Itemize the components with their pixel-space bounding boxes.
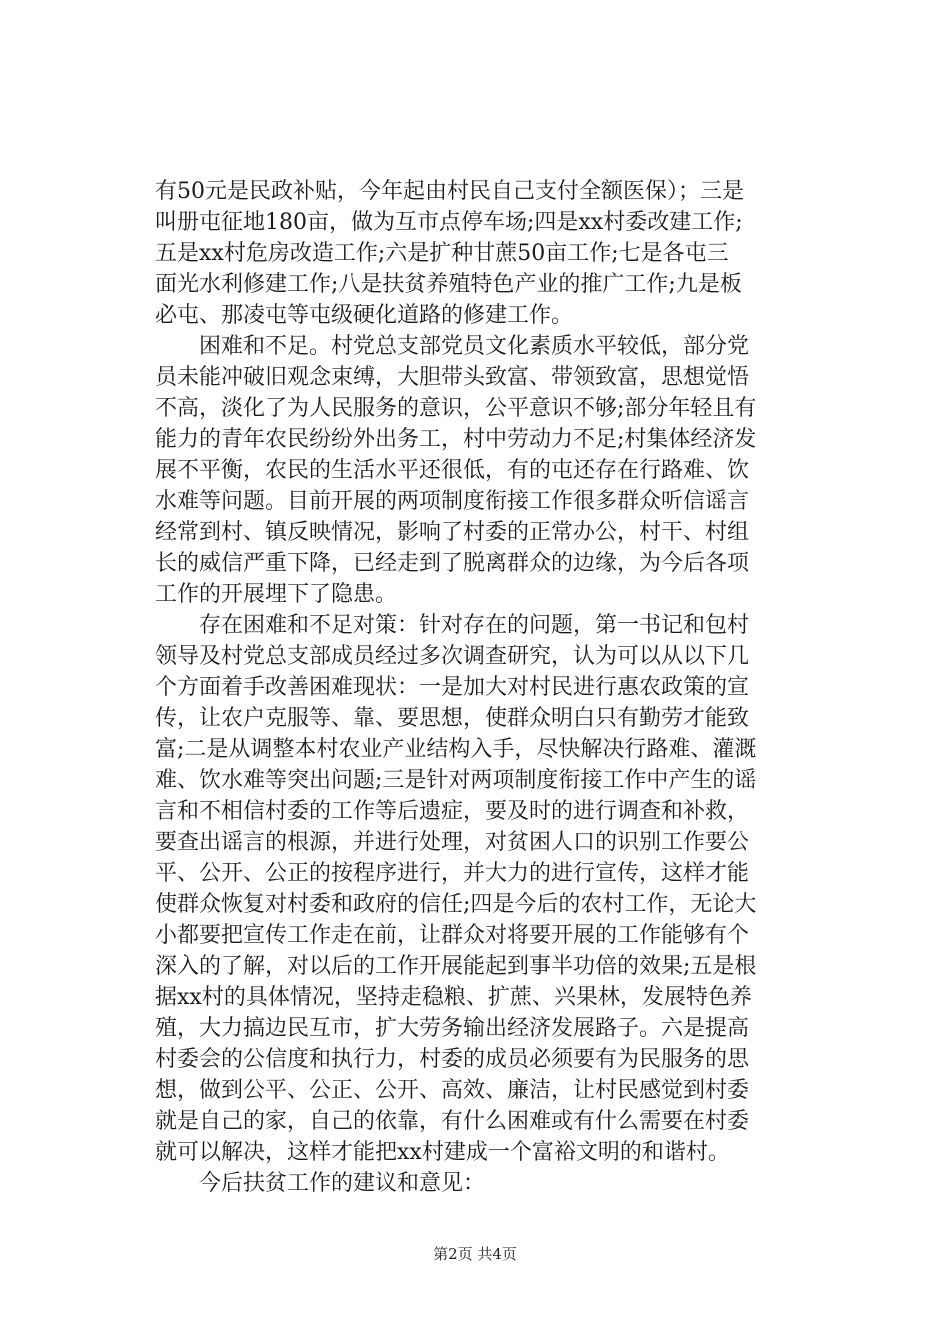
text-line: 深入的了解，对以后的工作开展能起到事半功倍的效果;五是根 xyxy=(155,954,757,979)
text-line: 难、饮水难等突出问题;三是针对两项制度衔接工作中产生的谣 xyxy=(155,768,757,793)
text-line: 今后扶贫工作的建议和意见： xyxy=(155,1171,486,1196)
text-line: 言和不相信村委的工作等后遗症，要及时的进行调查和补救， xyxy=(155,799,750,824)
text-line: 五是xx村危房改造工作;六是扩种甘蔗50亩工作;七是各屯三 xyxy=(155,241,729,266)
page-number: 第2页 共4页 xyxy=(433,1245,517,1263)
text-line: 平、公开、公正的按程序进行，并大力的进行宣传，这样才能 xyxy=(155,861,750,886)
text-line: 困难和不足。村党总支部党员文化素质水平较低，部分党 xyxy=(155,334,750,359)
text-line: 必屯、那凌屯等屯级硬化道路的修建工作。 xyxy=(155,303,574,328)
text-line: 面光水利修建工作;八是扶贫养殖特色产业的推广工作;九是板 xyxy=(155,272,742,297)
text-line: 叫册屯征地180亩，做为互市点停车场;四是xx村委改建工作; xyxy=(155,210,743,235)
text-line: 员未能冲破旧观念束缚，大胆带头致富、带领致富，思想觉悟 xyxy=(155,365,750,390)
text-line: 领导及村党总支部成员经过多次调查研究，认为可以从以下几 xyxy=(155,644,750,669)
text-line: 据xx村的具体情况，坚持走稳粮、扩蔗、兴果林，发展特色养 xyxy=(155,985,752,1010)
text-line: 富;二是从调整本村农业产业结构入手，尽快解决行路难、灌溉 xyxy=(155,737,757,762)
text-line: 殖，大力搞边民互市，扩大劳务输出经济发展路子。六是提高 xyxy=(155,1016,750,1041)
text-line: 就可以解决，这样才能把xx村建成一个富裕文明的和谐村。 xyxy=(155,1140,730,1165)
text-line: 有50元是民政补贴，今年起由村民自己支付全额医保）；三是 xyxy=(155,179,744,204)
document-body xyxy=(155,176,805,1199)
text-line: 存在困难和不足对策：针对存在的问题，第一书记和包村 xyxy=(155,613,750,638)
text-line: 村委会的公信度和执行力，村委的成员必须要有为民服务的思 xyxy=(155,1047,750,1072)
text-line: 能力的青年农民纷纷外出务工，村中劳动力不足;村集体经济发 xyxy=(155,427,757,452)
text-line: 小都要把宣传工作走在前，让群众对将要开展的工作能够有个 xyxy=(155,923,750,948)
page-footer xyxy=(0,1244,950,1264)
text-line: 工作的开展埋下了隐患。 xyxy=(155,582,398,607)
text-line: 水难等问题。目前开展的两项制度衔接工作很多群众听信谣言 xyxy=(155,489,750,514)
text-line: 就是自己的家，自己的依靠，有什么困难或有什么需要在村委 xyxy=(155,1109,750,1134)
text-line: 要查出谣言的根源，并进行处理，对贫困人口的识别工作要公 xyxy=(155,830,750,855)
text-line: 想，做到公平、公正、公开、高效、廉洁，让村民感觉到村委 xyxy=(155,1078,750,1103)
text-line: 展不平衡，农民的生活水平还很低，有的屯还存在行路难、饮 xyxy=(155,458,750,483)
text-line: 经常到村、镇反映情况，影响了村委的正常办公，村干、村组 xyxy=(155,520,750,545)
text-line: 不高，淡化了为人民服务的意识，公平意识不够;部分年轻且有 xyxy=(155,396,757,421)
text-line: 个方面着手改善困难现状：一是加大对村民进行惠农政策的宣 xyxy=(155,675,750,700)
text-line: 长的威信严重下降，已经走到了脱离群众的边缘，为今后各项 xyxy=(155,551,750,576)
text-line: 使群众恢复对村委和政府的信任;四是今后的农村工作，无论大 xyxy=(155,892,757,917)
text-line: 传，让农户克服等、靠、要思想，使群众明白只有勤劳才能致 xyxy=(155,706,750,731)
